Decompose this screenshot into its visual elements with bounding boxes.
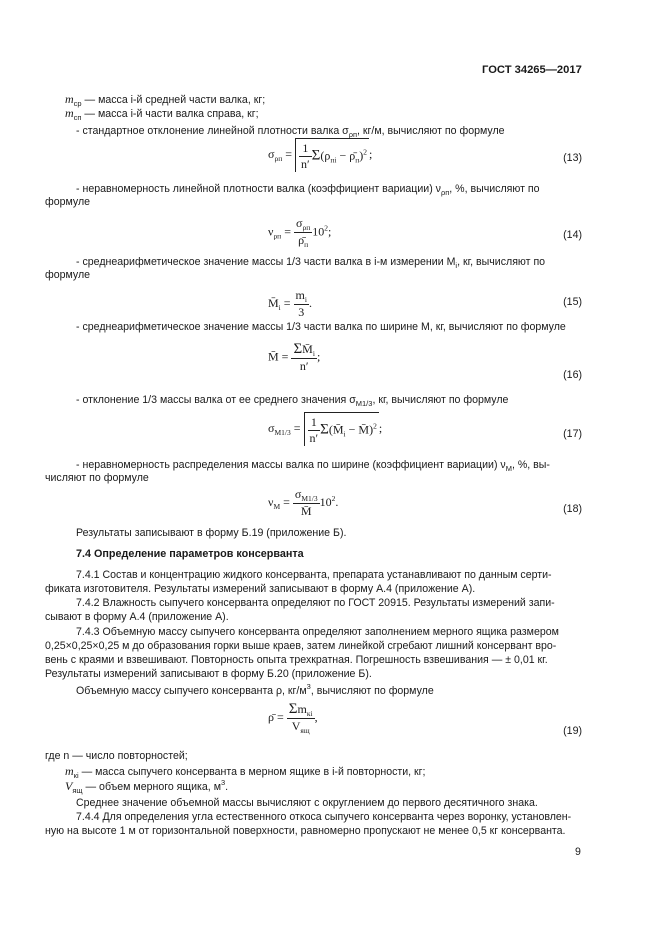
para-text-2: , %, вычисляют по [449,183,540,195]
superscript: 3 [220,778,226,787]
formula-19: ρ̄ = $\frac{\Sigma m_{кi}}{V_{ящ}}$ , [268,701,318,735]
document-code: ГОСТ 34265—2017 [482,64,582,76]
subscript: ρп [348,130,358,139]
body-line: фиката изготовителя. Результаты измерений записывают в форму А.4 (приложение А). [45,583,476,595]
para-text: - среднеарифметическое значение массы 1/3 части валка в i-м измерении M [76,256,456,268]
body-line: сывают в форму А.4 (приложение А). [45,611,229,623]
subscript: i [455,261,458,270]
body-line: 7.4.1 Состав и концентрацию жидкого консерванта, препарата устанавливают по данным серти- [76,569,552,581]
subscript: сп [73,113,82,122]
subscript: M [505,464,512,473]
body-line: Результаты измерений записывают в форму Б.20 (приложение Б). [45,668,372,680]
eq-number-13: (13) [563,152,582,164]
symbol: m [65,106,74,120]
def-text: — масса i-й части валка справа, кг; [81,108,259,120]
body-line: 0,25×0,25×0,25 м до образования горки выше краев, затем линейкой сгребают лишний консервант вро- [45,640,557,652]
punct: . [225,781,229,793]
body-line: вень с краями и взвешивают. Повторность опыта трехкратная. Погрешность взвешивания — ± 0,01 кг. [45,654,548,666]
body-line: 7.4.3 Объемную массу сыпучего консерванта определяют заполнением мерного ящика размером [76,626,559,638]
para-mean-mass-cont: формуле [45,269,91,281]
def-text: — масса сыпучего консерванта в мерном ящике в i-й повторности, кг; [78,766,426,778]
para-text-2: , %, вы- [511,459,550,471]
subscript: M1/3 [355,399,373,408]
para-width-variation-cont: числяют по формуле [45,472,149,484]
formula-16: M̄ = $\frac{\Sigma M̄_i}{n'}$ ; [268,341,321,373]
def-text: — масса i-й средней части валка, кг; [81,94,266,106]
def-v [65,778,228,795]
tail-line: ную на высоте 1 м от горизонтальной поверхности, равномерно пропускают не менее 0,5 кг консерванта. [45,825,566,837]
formula-18: $\nu_M$ = $\frac{\sigma_{M1/3}}{M̄}$ $10^2$. [268,487,339,518]
tail-line: Среднее значение объемной массы вычисляют с округлением до первого десятичного знака. [76,797,538,809]
tail-line: 7.4.4 Для определения угла естественного откоса сыпучего консерванта через воронку, установлен- [76,811,572,823]
body-line: 7.4.2 Влажность сыпучего консерванта определяют по ГОСТ 20915. Результаты измерений запи- [76,597,555,609]
eq-number-19: (19) [563,725,582,737]
subscript: ящ [72,786,83,795]
para-text: - стандартное отклонение линейной плотности валка σ [76,125,349,137]
para-std-dev [76,125,505,139]
para-variation [76,183,540,197]
page-number: 9 [575,846,581,858]
para-text-2: , кг, вычисляют по формуле [372,394,509,406]
eq-number-18: (18) [563,503,582,515]
para-width-variation [76,459,550,473]
para-mean-width: - среднеарифметическое значение массы 1/3 части валка по ширине M, кг, вычисляют по формуле [76,321,566,333]
para-mean-mass [76,256,545,270]
eq-number-15: (15) [563,296,582,308]
formula-14: $\nu_{\rho п}$ = $\frac{\sigma_{\rho п}}{\rhō_п}$ $10^2$; [268,216,332,249]
symbol: m [65,92,74,106]
def-n: где n — число повторностей; [45,750,188,762]
formula-13: $\sigma_{\rho п}$ = $\frac{1}{n'}$ $\Sigma(\rho_{пi}$ − $\rhō_п)^2$ ; [268,138,372,172]
para-text-2: , кг, вычисляют по [457,256,546,268]
body-text: Объемную массу сыпучего консерванта ρ, кг/м [76,685,307,697]
def-m-sp [65,106,259,122]
subscript: ρп [440,188,450,197]
para-results: Результаты записывают в форму Б.19 (приложение Б). [76,527,347,539]
symbol: m [65,764,74,778]
para-text: - неравномерность линейной плотности валка (коэффициент вариации) ν [76,183,441,195]
section-title: 7.4 Определение параметров консерванта [76,548,304,560]
body-text-2: , вычисляют по формуле [310,685,434,697]
symbol: V [65,779,73,793]
para-text: - неравномерность распределения массы валка по ширине (коэффициент вариации) ν [76,459,506,471]
eq-number-16: (16) [563,369,582,381]
superscript: 3 [306,682,311,691]
para-variation-cont: формуле [45,196,91,208]
para-deviation [76,394,508,408]
formula-15: $M̄_i$ = $\frac{m_i}{3}$ . [268,288,312,319]
body-line-density [76,682,434,697]
para-text: - отклонение 1/3 массы валка от ее среднего значения σ [76,394,356,406]
subscript: ср [73,99,82,108]
formula-17: $\sigma_{M1/3}$ = $\frac{1}{n'}$ $\Sigma(M̄_i$ − M̄)$^2$ ; [268,412,382,446]
subscript: кi [73,771,79,780]
eq-number-14: (14) [563,229,582,241]
eq-number-17: (17) [563,428,582,440]
para-text-2: , кг/м, вычисляют по формуле [357,125,505,137]
def-text: — объем мерного ящика, м [82,781,221,793]
